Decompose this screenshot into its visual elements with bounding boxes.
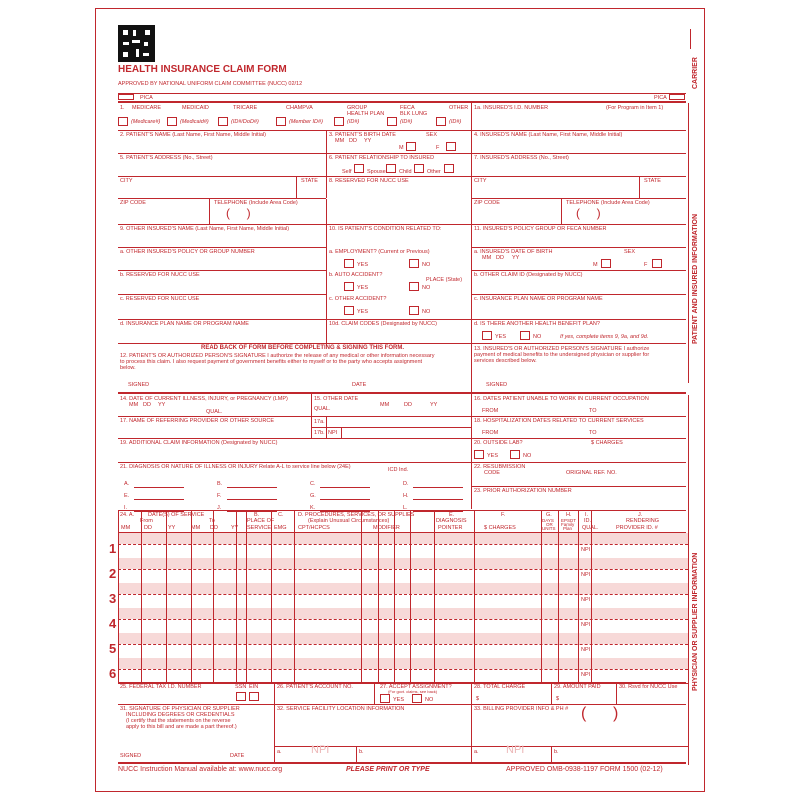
- box13-signed: SIGNED: [486, 382, 508, 388]
- self-checkbox[interactable]: [354, 164, 364, 173]
- box1-other: OTHER: [449, 105, 469, 111]
- b17a-label: 17a.: [314, 419, 325, 425]
- zip-label: ZIP CODE: [120, 200, 146, 206]
- other-acc-yes-checkbox[interactable]: [344, 306, 354, 315]
- b16-to: TO: [589, 408, 597, 414]
- city2-label: CITY: [474, 178, 487, 184]
- approved-text: APPROVED BY NATIONAL UNIFORM CLAIM COMMITTEE (NUCC) 02/12: [118, 81, 303, 87]
- oacc-yes: YES: [357, 309, 369, 315]
- other-id-label: (ID#): [449, 119, 462, 125]
- box22-code: CODE: [484, 470, 500, 476]
- b24-dd2: DD: [210, 525, 218, 531]
- box12-line1: 12. PATIENT'S OR AUTHORIZED PERSON'S SIGNATURE I authorize the release of any medical or other information necessary: [120, 353, 435, 359]
- emp-no: NO: [422, 262, 431, 268]
- carrier-label: CARRIER: [692, 57, 699, 89]
- b24h: H.: [566, 512, 572, 518]
- b24i2: ID.: [584, 518, 592, 524]
- b15-yy: YY: [430, 402, 438, 408]
- child-checkbox[interactable]: [414, 164, 424, 173]
- box4-label: 4. INSURED'S NAME (Last Name, First Name, Middle Initial): [474, 132, 623, 138]
- box1-number: 1.: [120, 105, 125, 111]
- box7-label: 7. INSURED'S ADDRESS (No., Street): [474, 155, 569, 161]
- group-checkbox[interactable]: [334, 117, 344, 126]
- b24-to: To: [209, 518, 215, 524]
- b24b3: SERVICE: [247, 525, 272, 531]
- employment-no-checkbox[interactable]: [409, 259, 419, 268]
- box16-label: 16. DATES PATIENT UNABLE TO WORK IN CURRENT OCCUPATION: [474, 396, 649, 402]
- b24f: F.: [501, 512, 506, 518]
- diag-b: B.: [217, 481, 223, 487]
- form-title: HEALTH INSURANCE CLAIM FORM: [118, 64, 287, 75]
- box11d-label: d. IS THERE ANOTHER HEALTH BENEFIT PLAN?: [474, 321, 600, 327]
- b15-qual: QUAL.: [314, 406, 331, 412]
- b17b-npi: NPI: [328, 430, 338, 436]
- box13-line2: payment of medical benefits to the undersigned physician or supplier for: [474, 352, 650, 358]
- service-line-npi: NPI: [581, 547, 591, 553]
- b24j3: PROVIDER ID. #: [616, 525, 658, 531]
- outside-lab-no-checkbox[interactable]: [510, 450, 520, 459]
- emp-yes: YES: [357, 262, 369, 268]
- b14-yy: YY: [158, 402, 166, 408]
- box17-label: 17. NAME OF REFERRING PROVIDER OR OTHER SOURCE: [120, 418, 275, 424]
- box33a: a.: [474, 749, 479, 755]
- service-line-number: 3: [109, 591, 117, 606]
- state2-label: STATE: [644, 178, 661, 184]
- box28-dollar: $: [476, 696, 480, 702]
- box12-signed: SIGNED: [128, 382, 150, 388]
- lab-no: NO: [523, 453, 532, 459]
- other-acc-no-checkbox[interactable]: [409, 306, 419, 315]
- assign-no: NO: [425, 697, 434, 703]
- box11a-mm: MM: [482, 255, 492, 261]
- service-line-number: 5: [109, 641, 117, 656]
- another-plan-yes-checkbox[interactable]: [482, 331, 492, 340]
- outside-lab-yes-checkbox[interactable]: [474, 450, 484, 459]
- ssn-checkbox[interactable]: [236, 692, 246, 701]
- diag-c: C.: [310, 481, 316, 487]
- box11a-f: F: [644, 262, 648, 268]
- box33b: b.: [554, 749, 559, 755]
- box11d-note: If yes, complete items 9, 9a, and 9d.: [560, 334, 649, 340]
- diag-k: K.: [310, 505, 316, 511]
- box32-label: 32. SERVICE FACILITY LOCATION INFORMATION: [277, 706, 405, 712]
- employment-yes-checkbox[interactable]: [344, 259, 354, 268]
- feca-id-label: (ID#): [400, 119, 413, 125]
- b24e: E.: [449, 512, 455, 518]
- box28-label: 28. TOTAL CHARGE: [474, 684, 526, 690]
- b24-mm: MM: [121, 525, 131, 531]
- box9b-label: b. RESERVED FOR NUCC USE: [120, 272, 200, 278]
- b24-from: From: [140, 518, 153, 524]
- b24-yy: YY: [168, 525, 176, 531]
- b14-qual: QUAL.: [206, 409, 223, 415]
- b24c2: EMG: [274, 525, 287, 531]
- champva-id-label: (Member ID#): [289, 119, 323, 125]
- box11a-m: M: [593, 262, 598, 268]
- medicare-id-label: (Medicare#): [131, 119, 161, 125]
- plan-no: NO: [533, 334, 542, 340]
- diag-d: D.: [403, 481, 409, 487]
- box9a-label: a. OTHER INSURED'S POLICY OR GROUP NUMBER: [120, 249, 255, 255]
- box31-line1: 31. SIGNATURE OF PHYSICIAN OR SUPPLIER: [120, 706, 240, 712]
- box20-label: 20. OUTSIDE LAB?: [474, 440, 523, 446]
- box11a-yy: YY: [512, 255, 520, 261]
- box31-signed: SIGNED: [120, 753, 142, 759]
- medicaid-checkbox[interactable]: [167, 117, 177, 126]
- b16-from: FROM: [482, 408, 499, 414]
- diag-f: F.: [217, 493, 222, 499]
- b24a-label: 24. A.: [120, 512, 135, 518]
- box31-date: DATE: [230, 753, 245, 759]
- box32-npi: NPI: [311, 744, 330, 756]
- assign-no-checkbox[interactable]: [412, 694, 422, 703]
- box9-label: 9. OTHER INSURED'S NAME (Last Name, First Name, Middle Initial): [120, 226, 290, 232]
- box3-sex: SEX: [426, 132, 438, 138]
- plan-yes: YES: [495, 334, 507, 340]
- box3-mm: MM: [335, 138, 345, 144]
- service-line-shaded: [118, 558, 688, 569]
- box29-label: 29. AMOUNT PAID: [554, 684, 601, 690]
- box9c-label: c. RESERVED FOR NUCC USE: [120, 296, 200, 302]
- b24b: B.: [254, 512, 260, 518]
- champva-checkbox[interactable]: [276, 117, 286, 126]
- box6-label: 6. PATIENT RELATIONSHIP TO INSURED: [329, 155, 435, 161]
- diag-i: I.: [124, 505, 128, 511]
- tel2-label: TELEPHONE (Include Area Code): [566, 200, 650, 206]
- box32b: b.: [359, 749, 364, 755]
- service-line-shaded: [118, 608, 688, 619]
- box18-label: 18. HOSPITALIZATION DATES RELATED TO CURRENT SERVICES: [474, 418, 644, 424]
- box33-npi: NPI: [506, 744, 525, 756]
- b18-to: TO: [589, 430, 597, 436]
- box6-self: Self: [342, 169, 352, 175]
- group-id-label: (ID#): [347, 119, 360, 125]
- box3-m: M: [399, 145, 404, 151]
- icd-label: ICD Ind.: [388, 467, 409, 473]
- box3-label: 3. PATIENT'S BIRTH DATE: [329, 132, 396, 138]
- service-line-number: 2: [109, 566, 117, 581]
- b24d2: (Explain Unusual Circumstances): [308, 518, 390, 524]
- other-checkbox[interactable]: [436, 117, 446, 126]
- box6-child: Child: [399, 169, 412, 175]
- box19-label: 19. ADDITIONAL CLAIM INFORMATION (Designated by NUCC): [120, 440, 278, 446]
- box31-line3: (I certify that the statements on the reverse: [126, 718, 231, 724]
- b24a2-label: DATE(S) OF SERVICE: [148, 512, 205, 518]
- service-line-npi: NPI: [581, 572, 591, 578]
- box1-feca2: BLK LUNG: [400, 111, 428, 117]
- box1-medicare: MEDICARE: [132, 105, 162, 111]
- footer-right: APPROVED OMB-0938-1197 FORM 1500 (02-12): [506, 766, 663, 773]
- pica-left-box[interactable]: [118, 94, 134, 100]
- ein-checkbox[interactable]: [249, 692, 259, 701]
- pica-right-label: PICA: [654, 95, 667, 101]
- insured-sex-m-checkbox[interactable]: [601, 259, 611, 268]
- box33-label: 33. BILLING PROVIDER INFO & PH #: [474, 706, 569, 712]
- box6-spouse: Spouse: [367, 169, 386, 175]
- b24e2: DIAGNOSIS: [436, 518, 467, 524]
- service-line-shaded: [118, 658, 688, 669]
- box3-dd: DD: [349, 138, 357, 144]
- box29-dollar: $: [556, 696, 560, 702]
- b24g: G.: [546, 512, 552, 518]
- box27-label: 27. ACCEPT ASSIGNMENT?: [380, 684, 452, 690]
- box2-label: 2. PATIENT'S NAME (Last Name, First Name, Middle Initial): [120, 132, 267, 138]
- diag-e: E.: [124, 493, 130, 499]
- box1-group2: HEALTH PLAN: [347, 111, 385, 117]
- b18-from: FROM: [482, 430, 499, 436]
- box1a-label: 1a. INSURED'S I.D. NUMBER: [474, 105, 549, 111]
- b24j: J.: [638, 512, 643, 518]
- box31-line4: apply to this bill and are made a part thereof.): [126, 724, 237, 730]
- other-relation-checkbox[interactable]: [444, 164, 454, 173]
- box22-label: 22. RESUBMISSION: [474, 464, 526, 470]
- claim-form-sheet: [95, 8, 705, 792]
- box1-feca: FECA: [400, 105, 415, 111]
- box27-note: (For govt. claims, see back): [388, 689, 438, 694]
- box23-label: 23. PRIOR AUTHORIZATION NUMBER: [474, 488, 572, 494]
- b24d: D. PROCEDURES, SERVICES, OR SUPPLIES: [298, 512, 415, 518]
- box3-f: F: [436, 145, 440, 151]
- box3-yy: YY: [364, 138, 372, 144]
- box5-label: 5. PATIENT'S ADDRESS (No., Street): [120, 155, 213, 161]
- box11a-sex: SEX: [624, 249, 636, 255]
- box11a-dd: DD: [496, 255, 504, 261]
- box26-label: 26. PATIENT'S ACCOUNT NO.: [277, 684, 353, 690]
- box6-other: Other: [427, 169, 441, 175]
- tel-paren-2: ( ): [576, 206, 601, 220]
- b24b2: PLACE OF: [247, 518, 275, 524]
- b15-mm: MM: [380, 402, 390, 408]
- service-line-npi: NPI: [581, 622, 591, 628]
- box1-tricare: TRICARE: [233, 105, 258, 111]
- b24e3: POINTER: [438, 525, 463, 531]
- auto-yes: YES: [357, 285, 369, 291]
- b24h3: Family: [561, 522, 575, 527]
- b24-dd: DD: [144, 525, 152, 531]
- service-line-npi: NPI: [581, 647, 591, 653]
- box10d-label: 10d. CLAIM CODES (Designated by NUCC): [329, 321, 437, 327]
- box12-date: DATE: [352, 382, 367, 388]
- box1-group: GROUP: [347, 105, 368, 111]
- b24f2: $ CHARGES: [484, 525, 516, 531]
- box13-line3: services described below.: [474, 358, 537, 364]
- diag-l: L.: [403, 505, 408, 511]
- footer-center: PLEASE PRINT OR TYPE: [346, 766, 430, 773]
- tel-label: TELEPHONE (Include Area Code): [214, 200, 298, 206]
- diag-h: H.: [403, 493, 409, 499]
- b24-mm2: MM: [191, 525, 201, 531]
- footer-left: NUCC Instruction Manual available at: www.nucc.org: [118, 766, 283, 773]
- b15-dd: DD: [404, 402, 412, 408]
- box1-medicaid: MEDICAID: [182, 105, 209, 111]
- diag-a: A.: [124, 481, 130, 487]
- feca-checkbox[interactable]: [387, 117, 397, 126]
- b24d4: MODIFIER: [373, 525, 400, 531]
- box10b-label: b. AUTO ACCIDENT?: [329, 272, 383, 278]
- b17b-label: 17b.: [314, 430, 325, 436]
- insured-sex-f-checkbox[interactable]: [652, 259, 662, 268]
- place-label: PLACE (State): [426, 277, 463, 283]
- box11a-label: a. INSURED'S DATE OF BIRTH: [474, 249, 553, 255]
- box12-line2: to process this claim. I also request payment of government benefits either to myself or to the party who accepts assignment: [120, 359, 423, 365]
- b24j2: RENDERING: [626, 518, 660, 524]
- auto-no: NO: [422, 285, 431, 291]
- box13-line1: 13. INSURED'S OR AUTHORIZED PERSON'S SIGNATURE I authorize: [474, 346, 650, 352]
- pica-left-label: PICA: [140, 95, 153, 101]
- readback-text: READ BACK OF FORM BEFORE COMPLETING & SIGNING THIS FORM.: [201, 345, 404, 351]
- tel-paren-1: ( ): [226, 206, 251, 220]
- b20-charges: $ CHARGES: [591, 440, 623, 446]
- another-plan-no-checkbox[interactable]: [520, 331, 530, 340]
- b24i3: QUAL.: [582, 525, 599, 531]
- box9d-label: d. INSURANCE PLAN NAME OR PROGRAM NAME: [120, 321, 249, 327]
- sex-m-checkbox[interactable]: [406, 142, 416, 151]
- service-line-shaded: [118, 583, 688, 594]
- lab-yes: YES: [487, 453, 499, 459]
- oacc-no: NO: [422, 309, 431, 315]
- box30-label: 30. Rsvd for NUCC Use: [619, 684, 678, 690]
- diag-g: G.: [310, 493, 316, 499]
- medicare-checkbox[interactable]: [118, 117, 128, 126]
- box12-line3: below.: [120, 365, 136, 371]
- qr-code-icon: [118, 25, 155, 62]
- box10a-label: a. EMPLOYMENT? (Current or Previous): [329, 249, 430, 255]
- service-line-shaded: [118, 633, 688, 644]
- assign-yes: YES: [393, 697, 405, 703]
- city-label: CITY: [120, 178, 133, 184]
- medicaid-id-label: (Medicaid#): [180, 119, 209, 125]
- box11b-label: b. OTHER CLAIM ID (Designated by NUCC): [474, 272, 583, 278]
- box25-ssn: SSN: [235, 684, 247, 690]
- b24d3: CPT/HCPCS: [298, 525, 330, 531]
- spouse-checkbox[interactable]: [386, 164, 396, 173]
- tricare-id-label: (ID#/DoD#): [231, 119, 259, 125]
- b24g3: OR: [546, 522, 553, 527]
- box11c-label: c. INSURANCE PLAN NAME OR PROGRAM NAME: [474, 296, 603, 302]
- service-line-number: 6: [109, 666, 117, 681]
- b24g2: DAYS: [542, 518, 554, 523]
- box22-ref: ORIGINAL REF. NO.: [566, 470, 617, 476]
- b24g4: UNITS: [542, 526, 556, 531]
- auto-no-checkbox[interactable]: [409, 282, 419, 291]
- box11-label: 11. INSURED'S POLICY GROUP OR FECA NUMBER: [474, 226, 607, 232]
- box25-ein: EIN: [249, 684, 259, 690]
- pica-right-box[interactable]: [669, 94, 685, 100]
- diag-j: J.: [217, 505, 222, 511]
- assign-yes-checkbox[interactable]: [380, 694, 390, 703]
- b24-yy2: YY: [231, 525, 239, 531]
- physician-side-label: PHYSICIAN OR SUPPLIER INFORMATION: [692, 552, 699, 691]
- box1-champva: CHAMPVA: [286, 105, 313, 111]
- state-label: STATE: [301, 178, 318, 184]
- b14-dd: DD: [143, 402, 151, 408]
- box1a-note: (For Program in Item 1): [606, 105, 664, 111]
- box14-label: 14. DATE OF CURRENT ILLNESS, INJURY, or PREGNANCY (LMP): [120, 396, 288, 402]
- box15-label: 15. OTHER DATE: [314, 396, 359, 402]
- service-line-number: 1: [109, 541, 117, 556]
- service-line-shaded: [118, 533, 688, 544]
- box21-label: 21. DIAGNOSIS OR NATURE OF ILLNESS OR INJURY Relate A-L to service line below (24E): [120, 464, 351, 470]
- b24i: I.: [585, 512, 589, 518]
- box25-label: 25. FEDERAL TAX I.D. NUMBER: [120, 684, 202, 690]
- box31-line2: INCLUDING DEGREES OR CREDENTIALS: [126, 712, 235, 718]
- service-line-npi: NPI: [581, 672, 591, 678]
- tricare-checkbox[interactable]: [218, 117, 228, 126]
- b24h2: EPSDT: [561, 518, 577, 523]
- sex-f-checkbox[interactable]: [446, 142, 456, 151]
- service-line-npi: NPI: [581, 597, 591, 603]
- b24h4: Plan: [563, 526, 573, 531]
- box8-label: 8. RESERVED FOR NUCC USE: [329, 178, 409, 184]
- b14-mm: MM: [129, 402, 139, 408]
- patient-side-label: PATIENT AND INSURED INFORMATION: [692, 213, 699, 344]
- box33-phone: ( ): [581, 705, 619, 722]
- zip2-label: ZIP CODE: [474, 200, 500, 206]
- box10c-label: c. OTHER ACCIDENT?: [329, 296, 387, 302]
- box10-label: 10. IS PATIENT'S CONDITION RELATED TO:: [329, 226, 442, 232]
- b24c: C.: [278, 512, 284, 518]
- box32a: a.: [277, 749, 282, 755]
- auto-yes-checkbox[interactable]: [344, 282, 354, 291]
- service-line-number: 4: [109, 616, 117, 631]
